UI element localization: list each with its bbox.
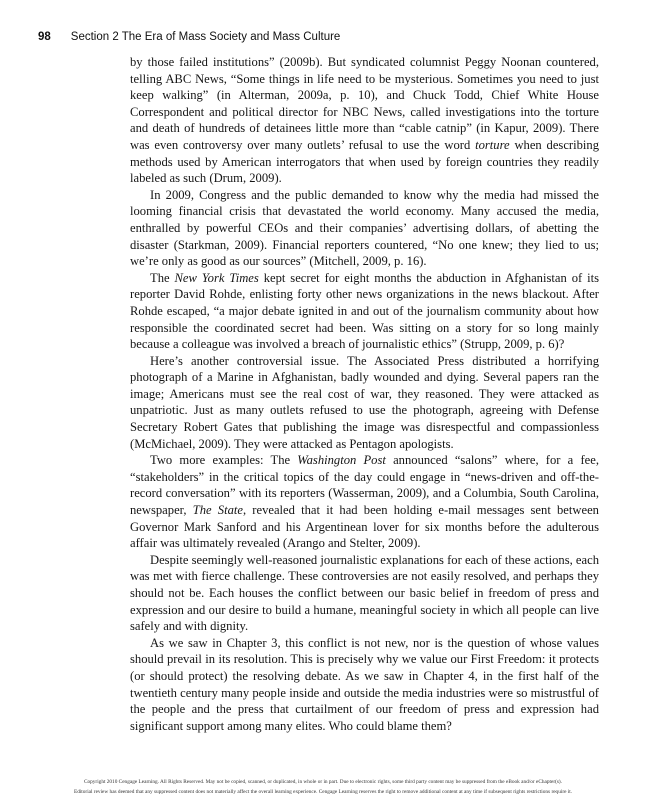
paragraph-5-start: Two more examples: The xyxy=(150,453,298,468)
paragraph-7: As we saw in Chapter 3, this conflict is not new, nor is the question of whose values should prevail in its resolution. This is precisely why we value our First Freedom: it protects (or should protect) the resolving debate. As we saw in Chapter 4, in the first half of the twentieth century many people inside and outside the media industries were so mistrustful of the people and the press that curtailment of our freedom of press and expression had significant support among many elites. Who could blame them? xyxy=(130,635,599,733)
footer-line-1: Copyright 2010 Cengage Learning. All Rights Reserved. May not be copied, scanned, or duplicated, in whole or in part. Due to electronic rights, some third party content may be suppressed from the eBook and/or eChapter(s). xyxy=(83,779,563,785)
paragraph-2: In 2009, Congress and the public demanded to know why the media had missed the looming financial crisis that devastated the world economy. Many accused the media, enthralled by powerful CEOs and their companies’ advertising dollars, of abetting the disaster (Starkman, 2009). Financial reporters countered, “No one knew; they lied to us; we’re only as good as our sources” (Mitchell, 2009, p. 16). xyxy=(130,187,599,269)
paragraph-5 xyxy=(130,452,599,552)
paragraph-1 xyxy=(130,54,599,187)
section-title: Section 2 The Era of Mass Society and Mass Culture xyxy=(70,31,341,43)
body-text xyxy=(130,54,599,734)
copyright-footer xyxy=(6,777,640,797)
paragraph-5-end: , revealed that it had been holding e-mail messages sent between Governor Mark Sanford and his Argentinean lover for six months before the adulterous affair was ultimately revealed (Arango and Stelter, 2009). xyxy=(130,503,599,551)
paragraph-5-italic-1: Washington Post xyxy=(297,453,386,468)
paragraph-3-start: The xyxy=(150,270,175,285)
paragraph-3-rest: kept secret for eight months the abduction in Afghanistan of its reporter David Rohde, enlisting forty other news organizations in the news blackout. After Rohde escaped, “a major debate ignited in and out of the journalism community about how responsible the coordinated secret had been. Was sitting on a story for so long mainly because a colleague was involved a breach of journalistic ethics” (Strupp, 2009, p. 6)? xyxy=(130,270,599,352)
page-number: 98 xyxy=(38,31,51,43)
paragraph-4: Here’s another controversial issue. The Associated Press distributed a horrifying photograph of a Marine in Afghanistan, badly wounded and dying. Several papers ran the image; Americans must see the real cost of war, they reasoned. They were attacked as unpatriotic. Just as many outlets refused to use the photograph, agreeing with Defense Secretary Robert Gates that publishing the image was disrespectful and compassionless (McMichael, 2009). They were attacked as Pentagon apologists. xyxy=(130,353,599,451)
paragraph-5-italic-2: The State xyxy=(192,503,243,518)
paragraph-1-italic: torture xyxy=(475,137,510,152)
page-header xyxy=(38,31,340,43)
paragraph-3-italic: New York Times xyxy=(174,270,259,285)
paragraph-6: Despite seemingly well-reasoned journalistic explanations for each of these actions, each was met with fierce challenge. These controversies are not easily resolved, and perhaps they should not be. Each houses the conflict between our basic belief in freedom of press and expression and our desire to build a humane, meaningful society in which all people can live safely and with dignity. xyxy=(130,552,599,634)
paragraph-5-mid: announced “salons” where, for a fee, “stakeholders” in the critical topics of the day could engage in “news-driven and off-the-record conversation” with its reporters (Wasserman, 2009), and a Columbia, South Carolina, newspaper, xyxy=(130,453,599,518)
footer-line-2: Editorial review has deemed that any suppressed content does not materially affect the overall learning experience. Cengage Learning reserves the right to remove additional content at any time if subsequent rights restrictions require it. xyxy=(73,789,573,795)
paragraph-3 xyxy=(130,270,599,353)
paragraph-1-end: when describing methods used by American interrogators that when used by foreign countries they readily labeled as such (Drum, 2009). xyxy=(130,137,599,186)
paragraph-1-text: by those failed institutions” (2009b). But syndicated columnist Peggy Noonan countered, telling ABC News, “Some things in life need to be mysterious. Sometimes you need to just keep walking” (in Alterman, 2009a, p. 10), and Chuck Todd, Chief White House Correspondent and political director for NBC News, called investigations into the torture and death of hundreds of detainees little more than “cable catnip” (in Kapur, 2009). There was even controversy over many outlets’ refusal to use the word xyxy=(130,55,599,152)
